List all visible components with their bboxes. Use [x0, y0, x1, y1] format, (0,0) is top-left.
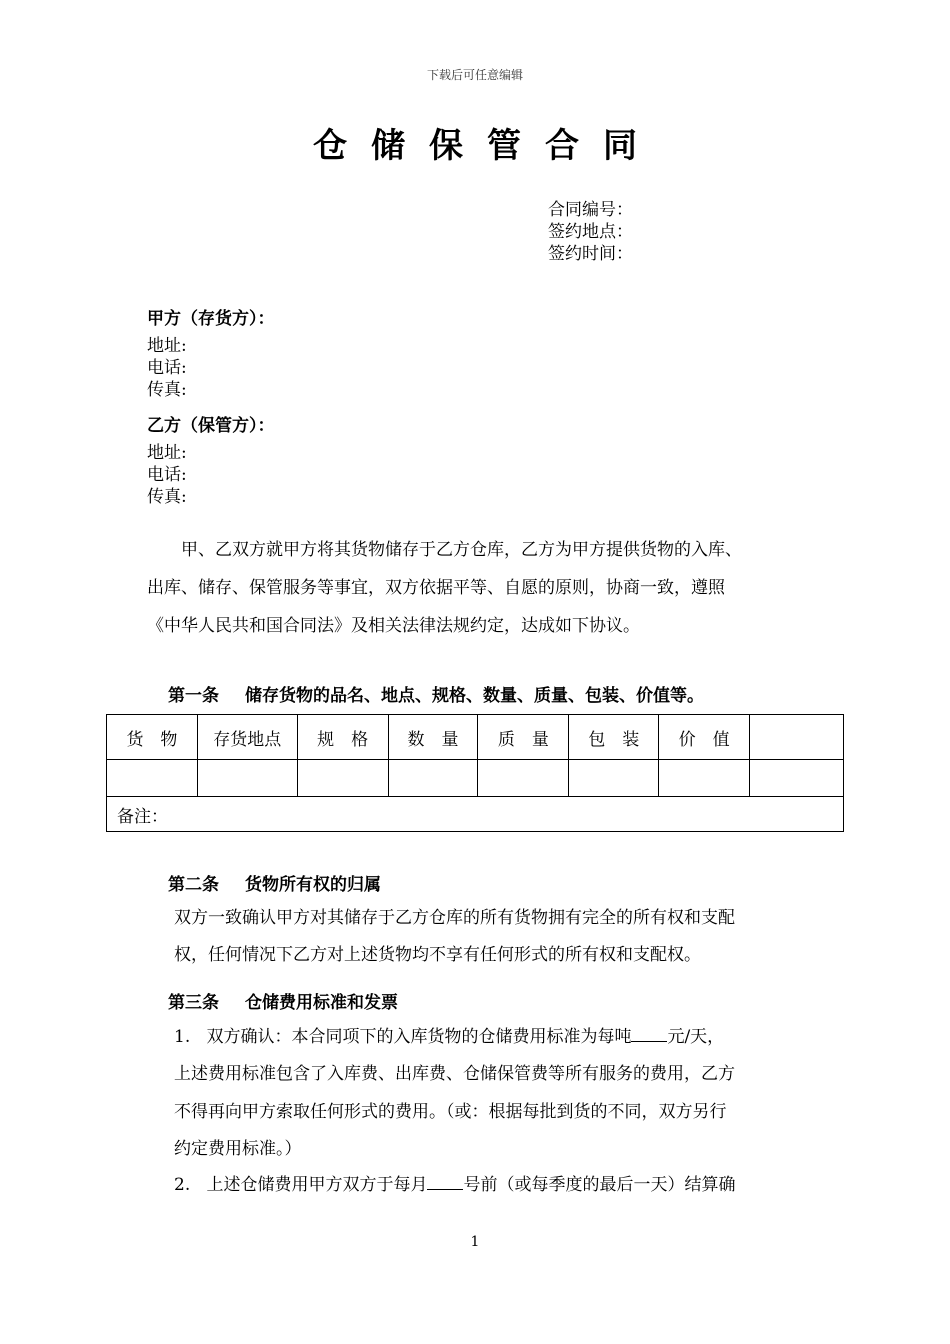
article-2-heading [168, 870, 381, 895]
fee-blank [631, 1025, 667, 1042]
table-header-cell: 货 物 [107, 715, 198, 760]
table-header-cell: 数 量 [388, 715, 478, 760]
table-cell [478, 760, 569, 797]
article-3-heading [168, 988, 398, 1013]
page-number: 1 [470, 1234, 480, 1250]
party-b-heading: 乙方（保管方）： [147, 416, 275, 436]
intro-line-1: 甲、乙双方就甲方将其货物储存于乙方仓库，乙方为甲方提供货物的入库、 [181, 540, 742, 560]
table-note-label: 备注： [107, 797, 844, 832]
table-header-cell: 质 量 [478, 715, 569, 760]
sign-place-label: 签约地点： [548, 222, 633, 242]
article-3-title: 仓储费用标准和发票 [245, 993, 398, 1013]
item-1-text-pre: 双方确认：本合同项下的入库货物的仓储费用标准为每吨 [206, 1027, 632, 1047]
contract-number-label: 合同编号： [548, 200, 633, 220]
article-2-line-2: 权，任何情况下乙方对上述货物均不享有任何形式的所有权和支配权。 [174, 945, 701, 965]
table-cell [107, 760, 198, 797]
article-2-number: 第二条 [168, 875, 219, 895]
item-2-text-pre: 上述仓储费用甲方双方于每月 [206, 1175, 428, 1195]
party-a-fax: 传真: [147, 380, 187, 400]
table-cell [569, 760, 659, 797]
article-2-title: 货物所有权的归属 [245, 875, 381, 895]
article-1-number: 第一条 [168, 686, 219, 706]
article-1-heading [168, 681, 704, 706]
table-note-row [107, 797, 844, 832]
table-cell [750, 760, 844, 797]
table-cell [297, 760, 388, 797]
table-row [107, 760, 844, 797]
article-3-number: 第三条 [168, 993, 219, 1013]
table-cell [388, 760, 478, 797]
article-3-item-1-line-3: 不得再向甲方索取任何形式的费用。（或：根据每批到货的不同，双方另行 [174, 1102, 727, 1122]
item-2-text-post: 号前（或每季度的最后一天）结算确 [463, 1175, 736, 1195]
table-header-cell: 包 装 [569, 715, 659, 760]
item-1-text-post: 元/天， [667, 1027, 725, 1047]
item-number: 1. [174, 1027, 191, 1047]
goods-table [106, 714, 844, 832]
party-b-fax: 传真: [147, 487, 187, 507]
party-a-address: 地址: [147, 336, 187, 356]
table-header-cell: 存货地点 [197, 715, 297, 760]
table-header-cell: 规 格 [297, 715, 388, 760]
party-a-phone: 电话: [147, 358, 187, 378]
party-b-address: 地址: [147, 443, 187, 463]
party-b-phone: 电话: [147, 465, 187, 485]
document-title: 仓储保管合同 [313, 126, 661, 166]
article-1-title: 储存货物的品名、地点、规格、数量、质量、包装、价值等。 [245, 686, 704, 706]
item-number: 2. [174, 1175, 191, 1195]
intro-line-3: 《中华人民共和国合同法》及相关法律法规约定，达成如下协议。 [147, 616, 640, 636]
article-3-item-2-line-1 [174, 1170, 735, 1195]
article-3-item-1-line-1 [174, 1022, 724, 1047]
table-header-cell: 价 值 [659, 715, 750, 760]
table-cell [659, 760, 750, 797]
intro-line-2: 出库、储存、保管服务等事宜，双方依据平等、自愿的原则，协商一致，遵照 [147, 578, 725, 598]
day-blank [427, 1173, 463, 1190]
table-cell [197, 760, 297, 797]
table-header-cell [750, 715, 844, 760]
party-a-heading: 甲方（存货方）： [147, 309, 275, 329]
table-header-row [107, 715, 844, 760]
article-3-item-1-line-2: 上述费用标准包含了入库费、出库费、仓储保管费等所有服务的费用，乙方 [174, 1064, 735, 1084]
article-2-line-1: 双方一致确认甲方对其储存于乙方仓库的所有货物拥有完全的所有权和支配 [174, 908, 735, 928]
sign-time-label: 签约时间： [548, 244, 633, 264]
article-3-item-1-line-4: 约定费用标准。） [174, 1139, 302, 1159]
header-note: 下载后可任意编辑 [426, 68, 523, 82]
